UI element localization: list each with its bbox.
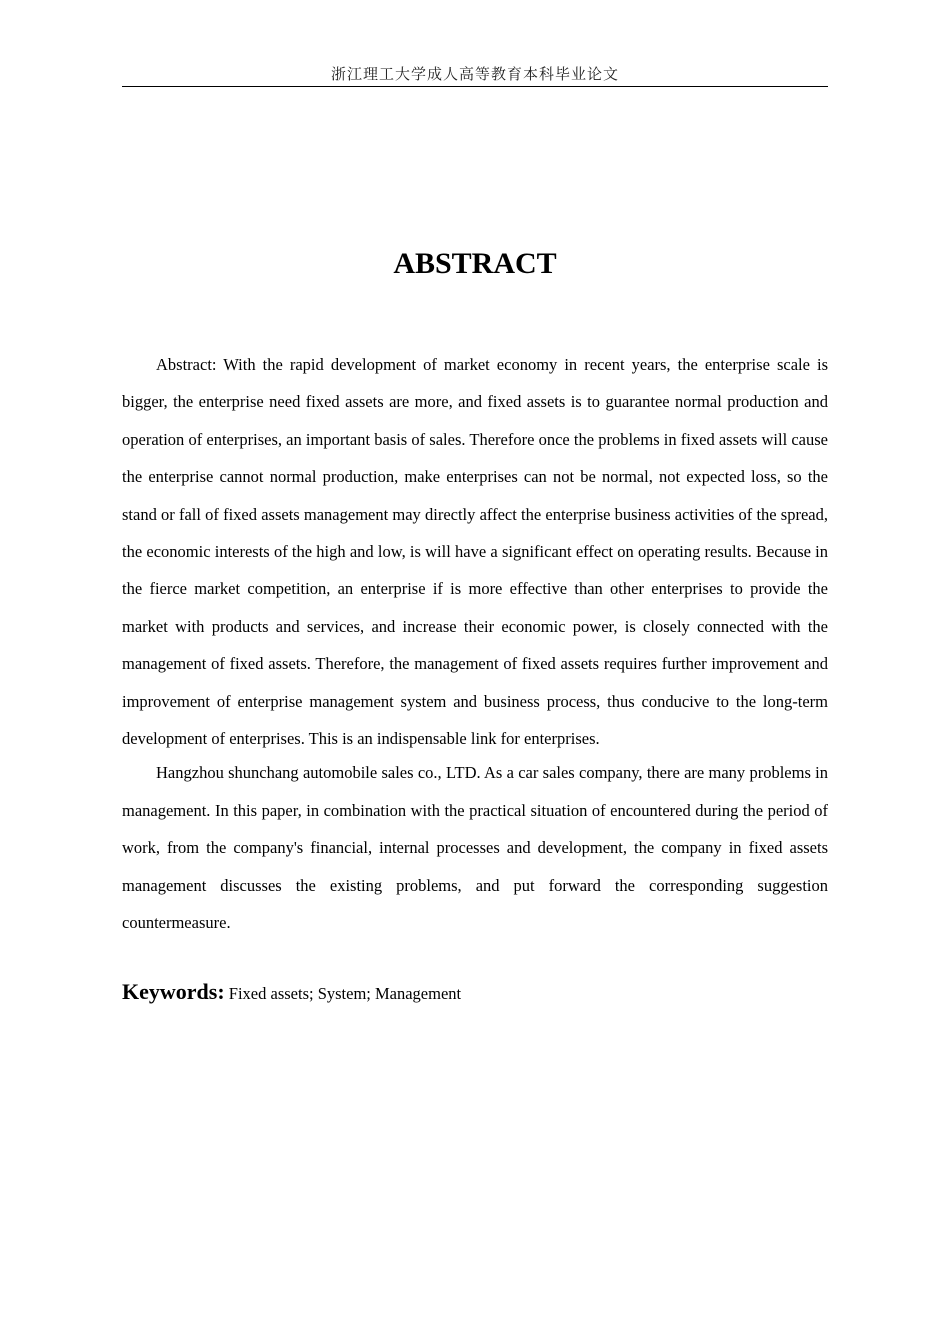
- abstract-paragraph-1: Abstract: With the rapid development of market economy in recent years, the enterprise scale is bigger, the enterprise need fixed assets are more, and fixed assets is to guarantee normal production and operation of enterprises, an important basis of sales. Therefore once the problems in fixed assets will cause the enterprise cannot normal production, make enterprises can not be normal, not expected loss, so the stand or fall of fixed assets management may directly affect the enterprise business activities of the spread, the economic interests of the high and low, is will have a significant effect on operating results. Because in the fierce market competition, an enterprise if is more effective than other enterprises to provide the market with products and services, and increase their economic power, is closely connected with the management of fixed assets. Therefore, the management of fixed assets requires further improvement and improvement of enterprise management system and business process, thus conducive to the long-term development of enterprises. This is an indispensable link for enterprises.: [122, 355, 828, 749]
- header-divider: [122, 86, 828, 87]
- keywords-value: Fixed assets; System; Management: [228, 984, 462, 1003]
- abstract-paragraph-2: Hangzhou shunchang automobile sales co., LTD. As a car sales company, there are many problems in management. In this paper, in combination with the practical situation of encountered during the period of work, from the company's financial, internal processes and development, the company in fixed assets management discusses the existing problems, and put forward the corresponding suggestion countermeasure.: [122, 763, 828, 933]
- abstract-body: [122, 346, 828, 942]
- keywords-line: [122, 976, 828, 1010]
- keywords-label: Keywords:: [122, 979, 225, 1004]
- running-header: 浙江理工大学成人高等教育本科毕业论文: [330, 65, 619, 83]
- abstract-title: ABSTRACT: [393, 247, 557, 280]
